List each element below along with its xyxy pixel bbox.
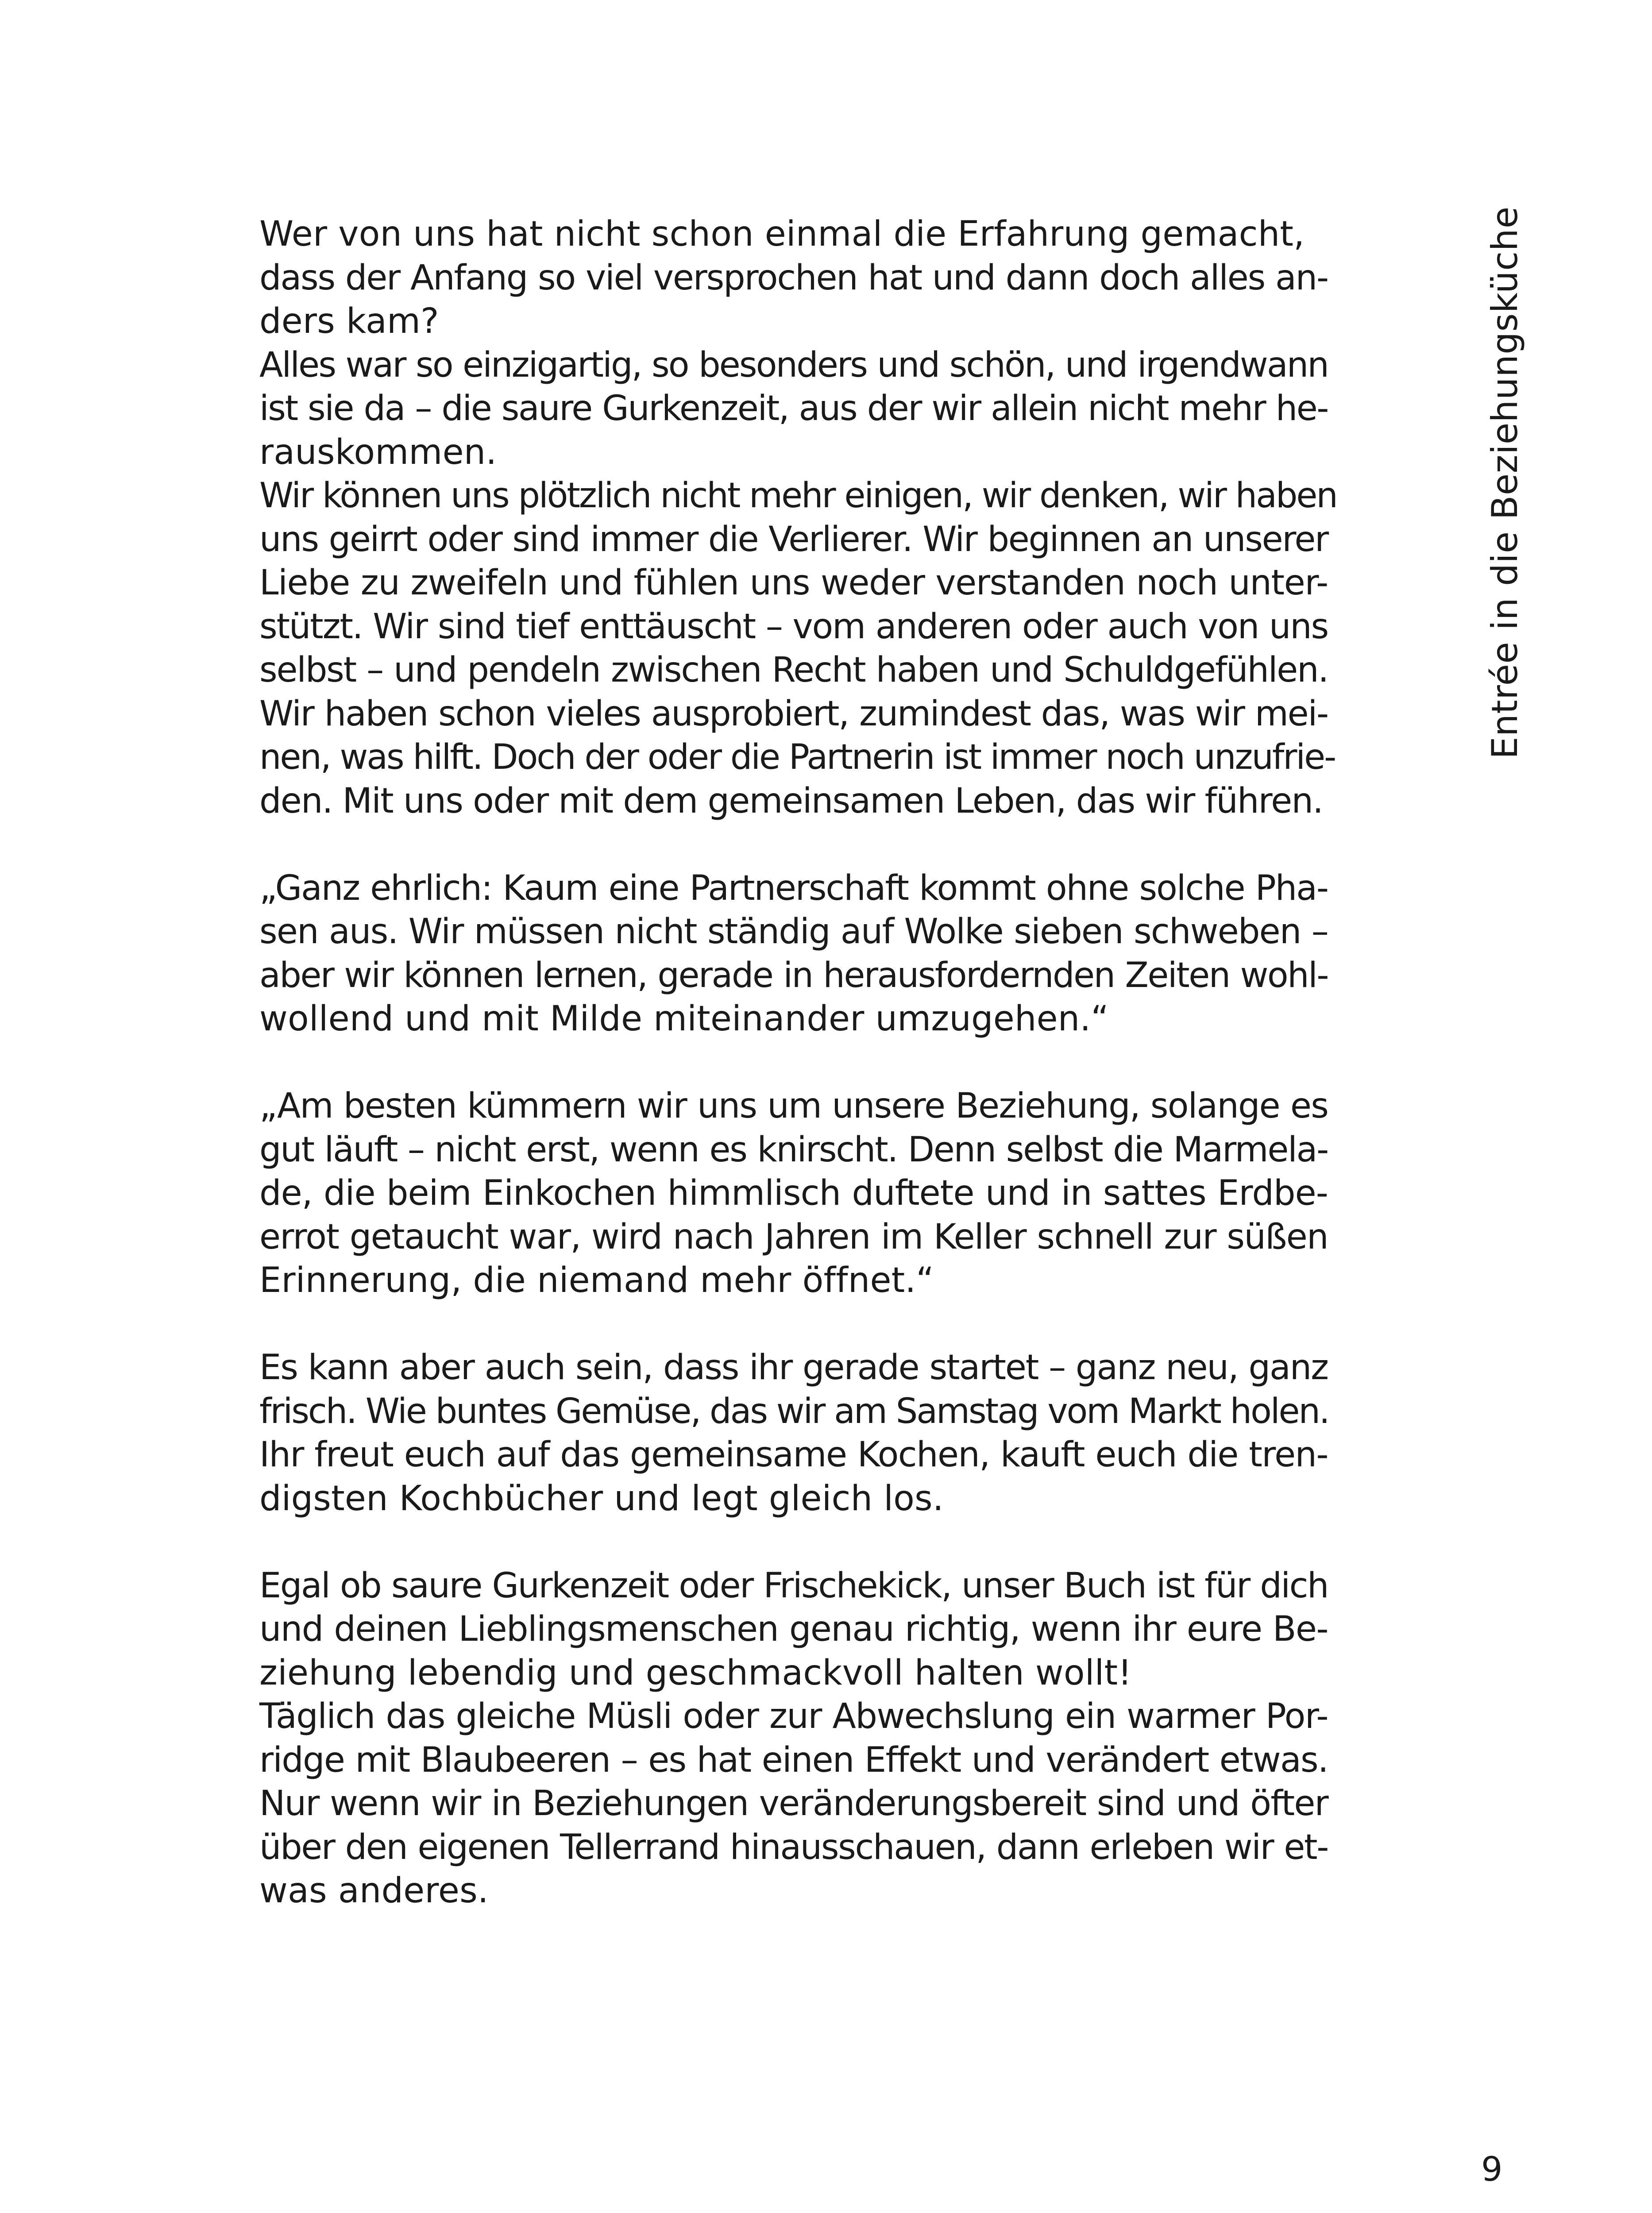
text-line: uns geirrt oder sind immer die Verlierer. Wir beginnen an unserer: [259, 519, 1328, 559]
text-line: was anderes.: [259, 1871, 489, 1911]
text-line: Ihr freut euch auf das gemeinsame Kochen, kauft euch die tren-: [259, 1435, 1328, 1475]
text-line: aber wir können lernen, gerade in herausfordernden Zeiten wohl-: [259, 955, 1328, 995]
text-line: den. Mit uns oder mit dem gemeinsamen Leben, das wir führen.: [259, 781, 1323, 821]
paragraph-gap: [259, 1303, 1328, 1346]
chapter-running-title: Entrée in die Beziehungsküche: [1484, 206, 1525, 759]
text-line: de, die beim Einkochen himmlisch duftete und in sattes Erdbe-: [259, 1173, 1328, 1213]
text-line: Nur wenn wir in Beziehungen veränderungsbereit sind und öfter: [259, 1784, 1328, 1824]
paragraph: [259, 1564, 1328, 1913]
body-text: [259, 212, 1337, 1913]
text-line: Wir können uns plötzlich nicht mehr einigen, wir denken, wir haben: [259, 476, 1337, 516]
text-line: ziehung lebendig und geschmackvoll halten wollt!: [259, 1653, 1132, 1693]
paragraph: [259, 212, 1337, 823]
text-line: sen aus. Wir müssen nicht ständig auf Wolke sieben schweben –: [259, 912, 1328, 952]
text-line: wollend und mit Milde miteinander umzugehen.“: [259, 999, 1109, 1039]
text-line: ders kam?: [259, 301, 439, 341]
text-line: nen, was hilft. Doch der oder die Partnerin ist immer noch unzufrie-: [259, 737, 1335, 777]
paragraph-gap: [259, 823, 1328, 867]
paragraph-gap: [259, 1520, 1328, 1564]
text-line: Liebe zu zweifeln und fühlen uns weder verstanden noch unter-: [259, 563, 1328, 603]
text-line: Egal ob saure Gurkenzeit oder Frischekick, unser Buch ist für dich: [259, 1565, 1328, 1606]
text-line: frisch. Wie buntes Gemüse, das wir am Samstag vom Markt holen.: [259, 1391, 1329, 1431]
text-line: Wir haben schon vieles ausprobiert, zumindest das, was wir mei-: [259, 694, 1328, 734]
paragraph: [259, 867, 1328, 1041]
text-line: rauskommen.: [259, 432, 497, 472]
text-line: ist sie da – die saure Gurkenzeit, aus der wir allein nicht mehr he-: [259, 389, 1328, 428]
text-line: über den eigenen Tellerrand hinausschauen, dann erleben wir et-: [259, 1827, 1328, 1867]
text-line: Täglich das gleiche Müsli oder zur Abwechslung ein warmer Por-: [259, 1696, 1328, 1736]
text-line: dass der Anfang so viel versprochen hat und dann doch alles an-: [259, 258, 1328, 298]
text-line: Erinnerung, die niemand mehr öffnet.“: [259, 1261, 934, 1300]
text-line: ridge mit Blaubeeren – es hat einen Effekt und verändert etwas.: [259, 1740, 1328, 1780]
page-number: 9: [1481, 2149, 1503, 2189]
paragraph: [259, 1346, 1328, 1520]
text-line: „Am besten kümmern wir uns um unsere Beziehung, solange es: [259, 1086, 1328, 1126]
text-line: gut läuft – nicht erst, wenn es knirscht. Denn selbst die Marmela-: [259, 1130, 1328, 1170]
paragraph-gap: [259, 1041, 1328, 1085]
text-line: errot getaucht war, wird nach Jahren im Keller schnell zur süßen: [259, 1217, 1328, 1257]
paragraph: [259, 1084, 1328, 1303]
text-line: selbst – und pendeln zwischen Recht haben und Schuldgefühlen.: [259, 650, 1328, 690]
text-line: Alles war so einzigartig, so besonders und schön, und irgendwann: [259, 345, 1328, 385]
text-line: digsten Kochbücher und legt gleich los.: [259, 1478, 944, 1519]
text-line: und deinen Lieblingsmenschen genau richtig, wenn ihr eure Be-: [259, 1609, 1328, 1649]
text-line: Es kann aber auch sein, dass ihr gerade startet – ganz neu, ganz: [259, 1348, 1328, 1388]
text-line: Wer von uns hat nicht schon einmal die Erfahrung gemacht,: [259, 214, 1305, 254]
text-line: „Ganz ehrlich: Kaum eine Partnerschaft kommt ohne solche Pha-: [259, 868, 1328, 908]
text-line: stützt. Wir sind tief enttäuscht – vom anderen oder auch von uns: [259, 606, 1328, 647]
